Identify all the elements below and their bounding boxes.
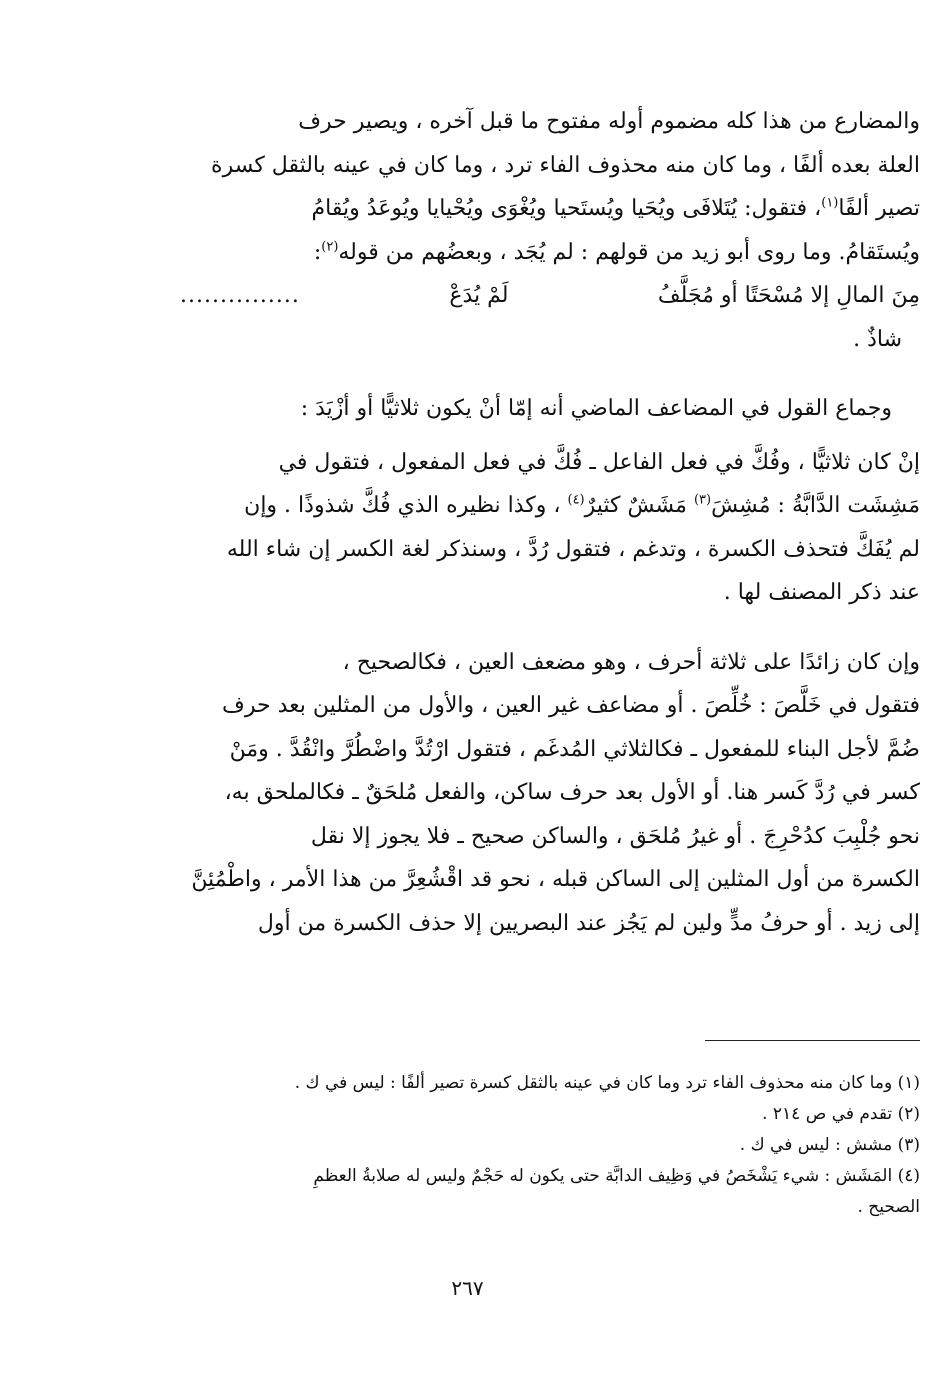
footnotes [180,1068,920,1223]
text-line: والمضارع من هذا كله مضموم أوله مفتوح ما قبل آخره ، ويصير حرف [298,109,920,134]
main-text [180,100,920,945]
text-line: ، فتقول: يُتَلافَى ويُحَيا ويُستَحيا ويُغْوَى ويُحْيايا ويُوعَدُ ويُقامُ [311,196,822,221]
text-line: مَشَشٌ كثيرٌ [584,493,687,518]
paragraph-4 [180,641,920,946]
footnote-4-continued: الصحيح . [857,1197,920,1217]
footnote-ref: (٣) [693,492,712,508]
footnote-1: (١) وما كان منه محذوف الفاء ترد وما كان في عينه بالثقل كسرة تصير ألفًا : ليس في ك . [294,1073,920,1093]
footnote-ref: (٢) [321,239,339,255]
footnote-ref: (١) [821,195,839,211]
poetry-verse [180,274,920,318]
text-line: تصير ألفًا [838,196,920,221]
text-line: عند ذكر المصنف لها . [723,580,920,605]
text-line: مَشِشَت الدَّابَّةُ : مُشِشَ [711,493,920,518]
footnote-3: (٣) مشش : ليس في ك . [739,1135,920,1155]
text-line: فتقول في خَلَّصَ : خُلِّصَ . أو مضاعف غير العين ، والأول من المثلين بعد حرف [222,693,920,718]
text-line: نحو جُلْبِبَ كدُحْرِجَ . أو غيرُ مُلحَق ، والساكن صحيح ـ فلا يجوز إلا نقل [310,823,920,849]
footnote-divider [705,1040,920,1041]
paragraph-1 [180,100,920,274]
text-line: : [313,239,322,265]
paragraph-3 [180,441,920,615]
text-line: ضُمَّ لأجل البناء للمفعول ـ فكالثلاثي المُدغَم ، فتقول ارْتُدَّ واضْطُرَّ وانْقُدَّ . ومَنْ [229,736,920,762]
footnote-ref: (٤) [567,492,585,508]
text-line: العلة بعده ألفًا ، وما كان منه محذوف الفاء ترد ، وما كان في عينه بالثقل كسرة [211,152,920,178]
verse-ending: شاذٌ . [853,326,902,352]
text-line: كسر في رُدَّ كَسر هنا. أو الأول بعد حرف ساكن، والفعل مُلحَقٌ ـ فكالملحق به، [224,780,920,805]
text-line: لم يُفَكَّ فتحذف الكسرة ، وتدغم ، فتقول رُدَّ ، وسنذكر لغة الكسر إن شاء الله [226,536,920,562]
page-number: ٢٦٧ [451,1276,484,1300]
text-line: إلى زيد . أو حرفُ مدٍّ ولين لم يَجُز عند البصريين إلا حذف الكسرة من أول [257,910,920,936]
paragraph-2: وجماع القول في المضاعف الماضي أنه إمّا أنْ يكون ثلاثيًّا أو أزْيَدَ : [300,396,892,421]
text-line: ، وكذا نظيره الذي فُكَّ شذوذًا . وإن [244,493,561,518]
text-line: الكسرة من أول المثلين إلى الساكن قبله ، نحو قد اقْشُعِرَّ من هذا الأمر ، واطْمُئِنَّ [191,867,920,892]
footnote-4: (٤) المَشَش : شيء يَشْخَصُ في وَظِيف الدابَّة حتى يكون له حَجْمٌ وليس له صلابةُ العظمِ [313,1166,920,1186]
text-line: وإن كان زائدًا على ثلاثة أحرف ، وهو مضعف العين ، فكالصحيح ، [342,649,920,675]
verse-hemistich-2: مِنَ المالِ إلا مُسْحَتًا أو مُجَلَّفُ [657,283,920,308]
text-line: ويُستَقامُ. وما روى أبو زيد من قولهم : لم يُجَد ، وبعضُهم من قوله [338,239,920,265]
text-line: إنْ كان ثلاثيًّا ، وفُكَّ في فعل الفاعل ـ فُكَّ في فعل المفعول ، فتقول في [278,449,920,475]
footnote-2: (٢) تقدم في ص ٢١٤ . [762,1104,920,1124]
verse-hemistich-1: لَمْ يُدَعْ [449,283,509,308]
verse-dots: ............... [180,283,300,308]
